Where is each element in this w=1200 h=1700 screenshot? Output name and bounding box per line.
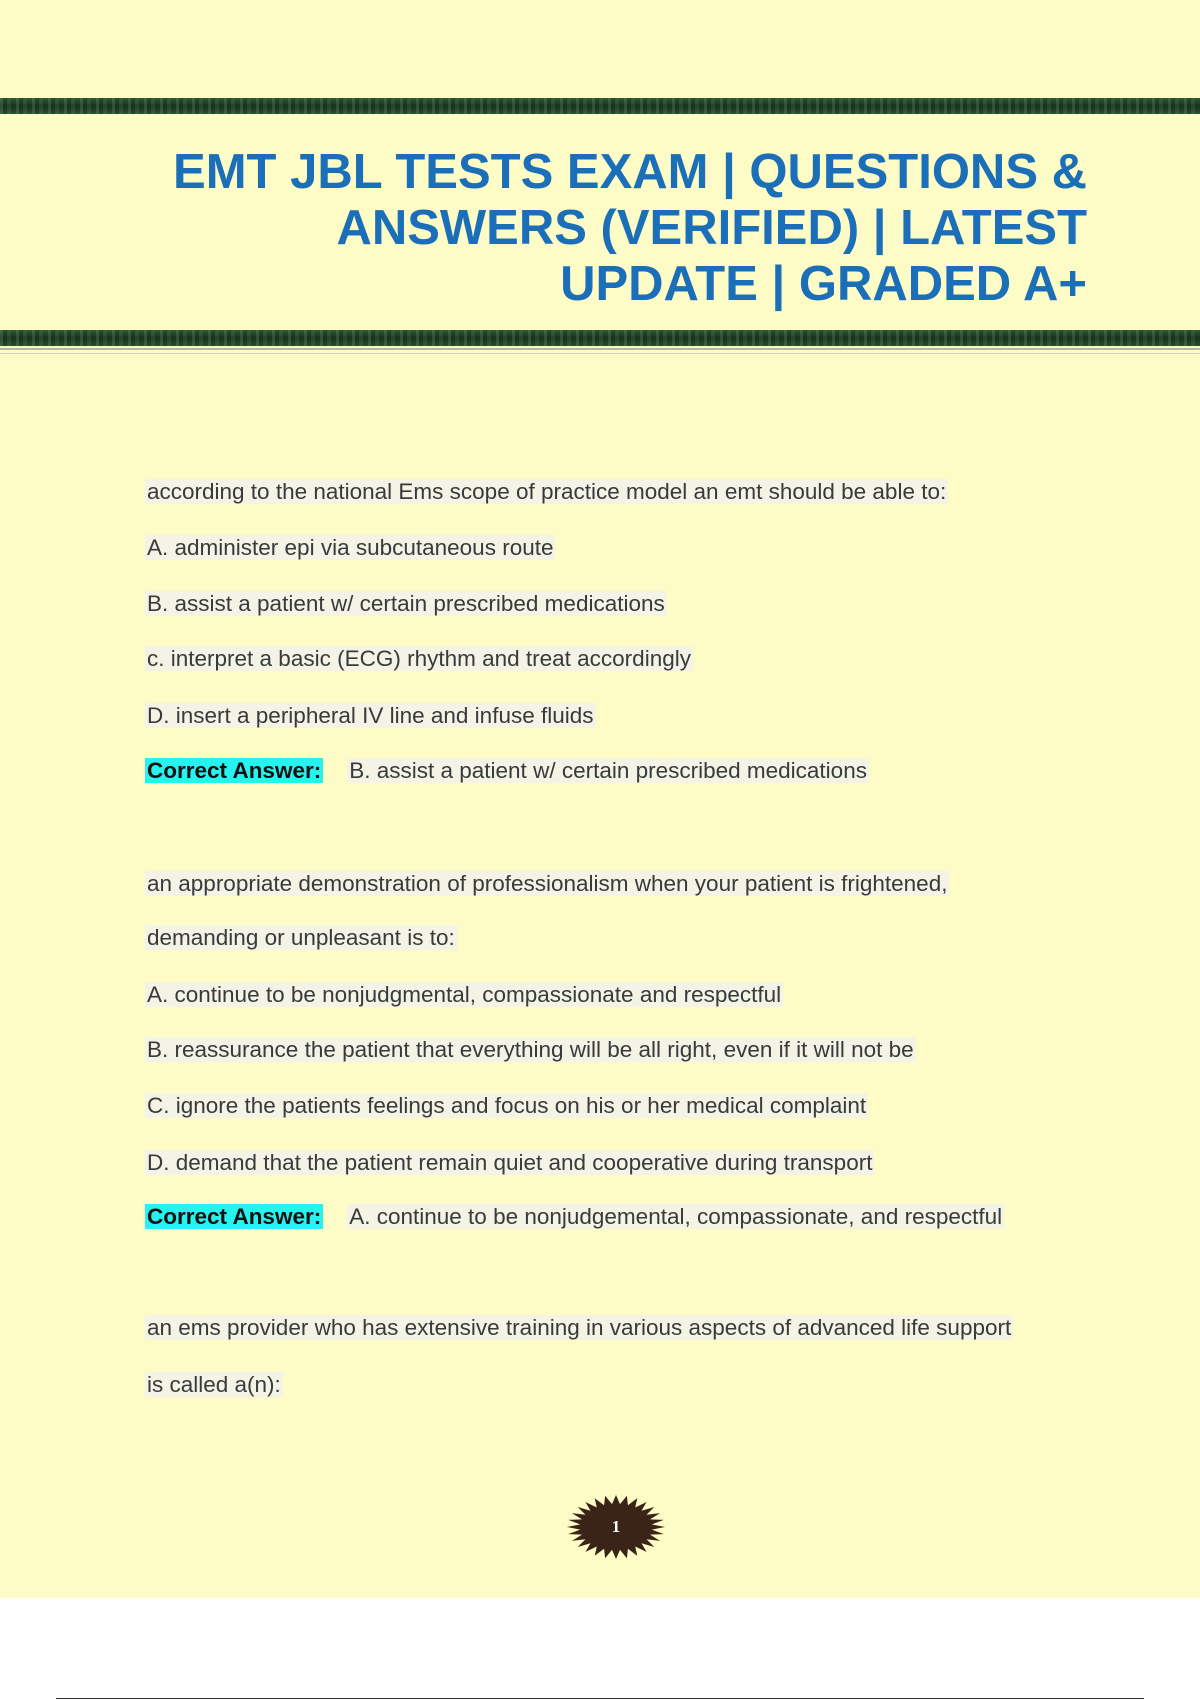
question-2-option-c: [145, 1091, 868, 1121]
option-text: A. continue to be nonjudgmental, compassionate and respectful: [147, 982, 782, 1007]
option-text: D. demand that the patient remain quiet and cooperative during transport: [147, 1150, 873, 1175]
question-1-answer: [145, 756, 869, 786]
stem-text: an ems provider who has extensive training in various aspects of advanced life support: [147, 1315, 1012, 1340]
question-2-stem-line-2: [145, 923, 457, 953]
option-text: D. insert a peripheral IV line and infuse fluids: [147, 703, 594, 728]
question-2-option-a: [145, 980, 783, 1010]
page-number: 1: [611, 1517, 621, 1536]
document-title: [87, 144, 1087, 312]
header-band-top: [0, 98, 1200, 114]
option-text: B. reassurance the patient that everything will be all right, even if it will not be: [147, 1037, 914, 1062]
question-2-stem-line-1: [145, 869, 949, 899]
correct-answer-text: A. continue to be nonjudgemental, compassionate, and respectful: [349, 1204, 1003, 1229]
title-line-3: UPDATE | GRADED A+: [560, 257, 1087, 311]
title-line-2: ANSWERS (VERIFIED) | LATEST: [336, 201, 1087, 255]
question-1-option-c: [145, 644, 693, 674]
header-band-bottom: [0, 330, 1200, 346]
option-text: C. ignore the patients feelings and focus on his or her medical complaint: [147, 1093, 867, 1118]
correct-answer-label: Correct Answer:: [147, 758, 322, 783]
question-3-stem-line-1: [145, 1313, 1013, 1343]
stem-text: an appropriate demonstration of professionalism when your patient is frightened,: [147, 871, 948, 896]
header-divider-thin: [0, 353, 1200, 354]
stem-text: demanding or unpleasant is to:: [147, 925, 455, 950]
option-text: A. administer epi via subcutaneous route: [147, 535, 554, 560]
question-1-stem: [145, 477, 948, 507]
title-line-1: EMT JBL TESTS EXAM | QUESTIONS &: [173, 145, 1087, 199]
question-1-option-a: [145, 533, 555, 563]
question-1-option-d: [145, 701, 596, 731]
page-number-badge: [566, 1494, 666, 1560]
question-2-option-b: [145, 1035, 916, 1065]
option-text: B. assist a patient w/ certain prescribed medications: [147, 591, 665, 616]
question-2-answer: [145, 1202, 1004, 1232]
stem-text: is called a(n):: [147, 1372, 281, 1397]
correct-answer-label: Correct Answer:: [147, 1204, 322, 1229]
footer-rule: [56, 1698, 1144, 1699]
correct-answer-text: B. assist a patient w/ certain prescribed medications: [349, 758, 867, 783]
question-1-stem-line-1: according to the national Ems scope of practice model an emt should be able to:: [147, 479, 947, 504]
option-text: c. interpret a basic (ECG) rhythm and treat accordingly: [147, 646, 691, 671]
question-1-option-b: [145, 589, 667, 619]
question-2-option-d: [145, 1148, 874, 1178]
question-3-stem-line-2: [145, 1370, 283, 1400]
header-divider: [0, 348, 1200, 350]
